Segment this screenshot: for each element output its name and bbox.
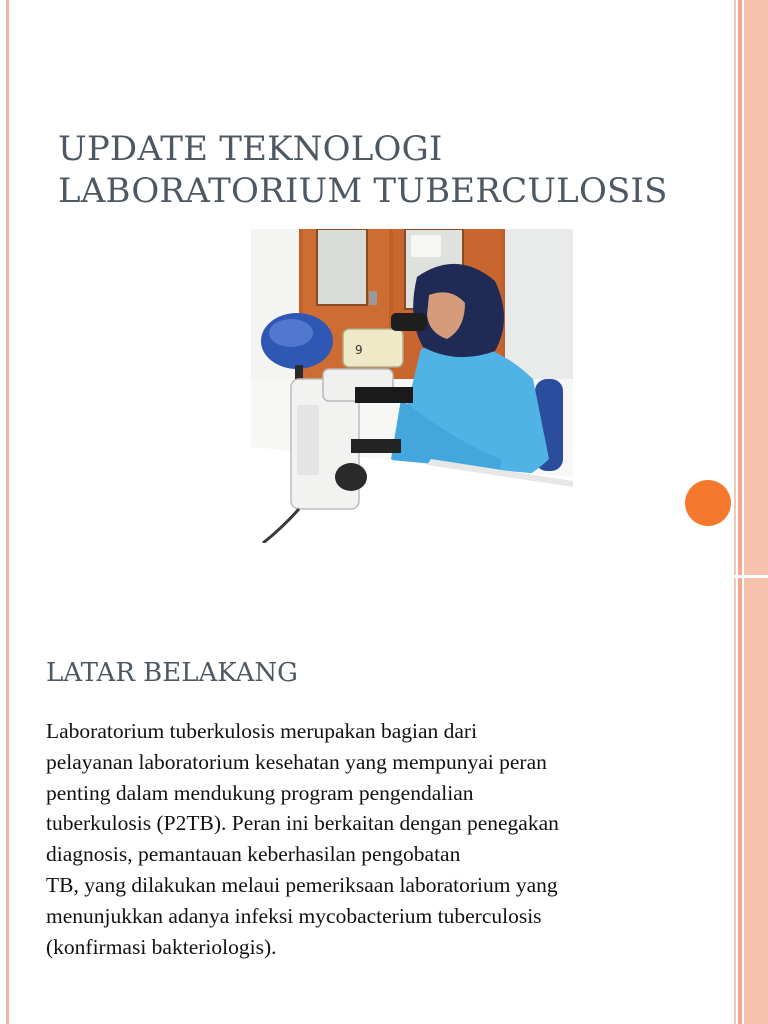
title-line-1: UPDATE TEKNOLOGI [58, 129, 443, 169]
body-line: TB, yang dilakukan melaui pemeriksaan laboratorium yang [46, 872, 558, 897]
body-line: tuberkulosis (P2TB). Peran ini berkaitan dengan penegakan [46, 811, 559, 836]
body-line: menunjukkan adanya infeksi mycobacterium tuberculosis [46, 903, 542, 928]
stripe-thin [734, 0, 736, 1024]
stripe-wide [744, 0, 768, 1024]
body-line: penting dalam mendukung program pengendalian [46, 780, 474, 805]
stripe-divider [734, 575, 768, 578]
body-paragraph [46, 716, 686, 962]
body-line: pelayanan laboratorium kesehatan yang mempunyai peran [46, 749, 547, 774]
left-border-rule [6, 0, 9, 1024]
orange-circle-decoration [685, 480, 731, 526]
body-line: Laboratorium tuberkulosis merupakan bagian dari [46, 719, 478, 743]
microscope-label: 9 [355, 343, 363, 357]
slide-title [58, 128, 698, 212]
section-heading: LATAR BELAKANG [46, 658, 298, 688]
right-decorative-stripes [734, 0, 768, 1024]
stripe-medium [738, 0, 742, 1024]
body-line: (konfirmasi bakteriologis). [46, 934, 277, 959]
title-line-2: LABORATORIUM TUBERCULOSIS [58, 171, 668, 211]
lab-microscope-photo [251, 229, 573, 543]
body-line: diagnosis, pemantauan keberhasilan pengobatan [46, 842, 461, 867]
